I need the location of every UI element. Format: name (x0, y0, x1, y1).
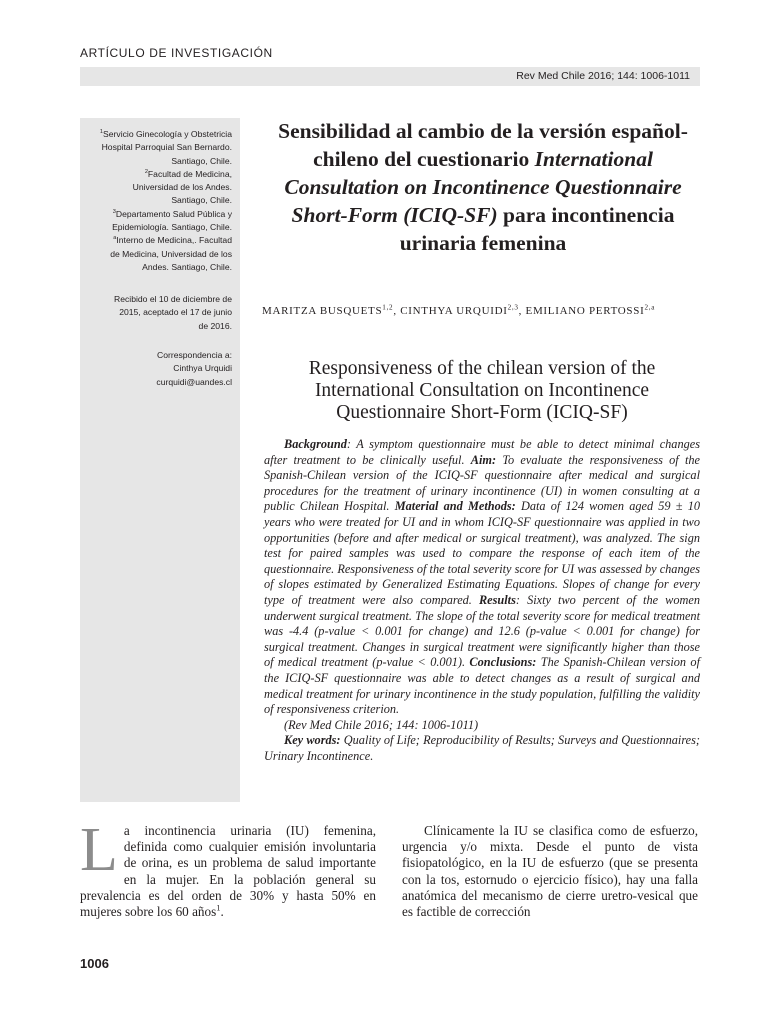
journal-reference: Rev Med Chile 2016; 144: 1006-1011 (516, 70, 690, 82)
affiliation-text: Santiago, Chile. (171, 155, 232, 166)
author-name: MARITZA BUSQUETS (262, 305, 383, 317)
abstract-results-label: Results (478, 592, 516, 607)
affiliation-text: Universidad de los Andes. (132, 182, 232, 193)
correspondence (82, 349, 232, 389)
author-separator: , (518, 305, 526, 317)
author-affiliation-superscript: 2,3 (507, 303, 519, 312)
correspondence-email[interactable]: curquidi@uandes.cl (156, 376, 232, 387)
sidebar (80, 118, 240, 802)
author-name: CINTHYA URQUIDI (400, 305, 508, 317)
affiliation-text: Departamento Salud Pública y (115, 208, 232, 219)
keywords-text: Quality of Life; Reproducibility of Results; Surveys and Questionnaires; Urinary Incontinence. (264, 733, 700, 763)
affiliation-line (82, 155, 232, 168)
author-affiliation-superscript: 1,2 (382, 303, 394, 312)
abstract-citation: (Rev Med Chile 2016; 144: 1006-1011) (284, 717, 479, 732)
affiliation-text: Interno de Medicina,. Facultad (116, 235, 232, 246)
received-dates (82, 293, 232, 333)
title-part-1: Sensibilidad al cambio de la versión español-chileno del cuestionario (278, 119, 688, 171)
affiliation-line (82, 234, 232, 247)
body-left-end: . (220, 904, 224, 920)
affiliation-text: de Medicina, Universidad de los (110, 248, 232, 259)
abstract-conclusions-text: The Spanish-Chilean version of the ICIQ-SF questionnaire was able to detect changes as a result of surgical and medical treatment for urinary incontinence in the study population, fulfilling the validity of responsiveness criterion. (264, 655, 700, 717)
affiliation-text: Servicio Ginecología y Obstetricia (103, 129, 232, 139)
author-name: EMILIANO PERTOSSI (525, 305, 645, 317)
body-left-text: a incontinencia urinaria (IU) femenina, definida como cualquier emisión involuntaria de orina, es un problema de salud importante en la mujer. En la población general su prevalencia es del orden de 30% y hasta 50% en mujeres sobre los 60 años (80, 823, 376, 920)
title-part-2: para incontinencia urinaria femenina (399, 203, 675, 255)
abstract-aim-text: To evaluate the responsiveness of the Spanish-Chilean version of the ICIQ-SF questionnaire after medical and surgical procedures for the treatment of urinary incontinence (UI) in women consulting at a public Chilean Hospital. (264, 452, 700, 514)
body-column-right: Clínicamente la IU se clasifica como de esfuerzo, urgencia y/o mixta. Desde el punto de vista fisiopatológico, en la IU de esfuerzo (que se presenta con la tos, estornudo o ejercicio físico), hay una falla anatómica del mecanismo de cierre uretro-vesical que es factible de corrección (402, 823, 698, 920)
affiliation-line (82, 261, 232, 274)
correspondence-label: Correspondencia a: (156, 350, 232, 360)
affiliation-text: Santiago, Chile. (171, 195, 232, 206)
affiliation-line (82, 208, 232, 221)
section-label: ARTÍCULO DE INVESTIGACIÓN (80, 46, 273, 60)
affiliation-text: Facultad de Medicina, (147, 168, 232, 179)
affiliation-text: Hospital Parroquial San Bernardo. (101, 142, 232, 153)
author-affiliation-superscript: 2,a (644, 303, 656, 312)
abstract-conclusions-label: Conclusions: (469, 655, 537, 670)
affiliation-superscript: 1 (99, 129, 104, 136)
journal-bar (80, 67, 700, 86)
received-line: 2015, aceptado el 17 de junio (119, 307, 232, 318)
author-separator: , (393, 305, 401, 317)
affiliation-line (82, 141, 232, 154)
affiliation-superscript: 2 (144, 169, 148, 176)
abstract-background-label: Background (284, 437, 347, 451)
affiliation-superscript: a (113, 235, 117, 242)
drop-cap: L (80, 816, 118, 884)
citation-superscript: 1 (216, 902, 221, 913)
affiliation-superscript: 3 (112, 208, 116, 215)
affiliation-line (82, 181, 232, 194)
correspondence-name: Cinthya Urquidi (173, 363, 232, 374)
keywords (264, 733, 700, 764)
affiliation-line (82, 128, 232, 141)
keywords-label: Key words: (284, 733, 341, 748)
abstract-results-text: : Sixty two percent of the women underwent surgical treatment. The slope of the total severity score for medical treatment was -4.4 (p-value < 0.001 for change) and 12.6 (p-value < 0.001 for change) for surgical treatment. Changes in surgical treatment were significantly higher than those of medical treatment (p-value < 0.001). (264, 592, 701, 670)
affiliation-text: Epidemiología. Santiago, Chile. (112, 222, 232, 233)
affiliation-text: Andes. Santiago, Chile. (142, 261, 232, 272)
authors (262, 305, 712, 317)
affiliation-line (82, 221, 232, 234)
affiliation-line (82, 248, 232, 261)
abstract-aim-label: Aim: (470, 452, 497, 467)
received-line: Recibido el 10 de diciembre de (114, 294, 232, 304)
affiliation-line (82, 168, 232, 181)
affiliations (82, 128, 232, 274)
affiliation-line (82, 194, 232, 207)
page-number: 1006 (80, 956, 109, 971)
title-italic: International Consultation on Incontinence Questionnaire Short-Form (ICIQ-SF) (284, 147, 682, 227)
article-title (258, 117, 708, 257)
received-line: de 2016. (198, 320, 232, 331)
abstract (264, 437, 700, 764)
abstract-methods-text: Data of 124 women aged 59 ± 10 years who were treated for UI and in whom ICIQ-SF questionnaire was applied in two opportunities (before and after medical or surgical treatment), was analyzed. The sign test for paired samples was used to compare the response of each item of the questionnaire. Responsiveness of the total severity score for UI was assessed by changes of slopes estimated by Generalized Estimating Equations. Slopes of change for every type of treatment were also compared. (264, 499, 701, 607)
english-title: Responsiveness of the chilean version of the International Consultation on Incontinence Questionnaire Short-Form (ICIQ-SF) (308, 358, 656, 423)
abstract-background-text: : A symptom questionnaire must be able to detect minimal changes after treatment to be clinically useful. (264, 437, 700, 467)
body-column-left (80, 816, 376, 920)
abstract-methods-label: Material and Methods: (394, 499, 516, 514)
